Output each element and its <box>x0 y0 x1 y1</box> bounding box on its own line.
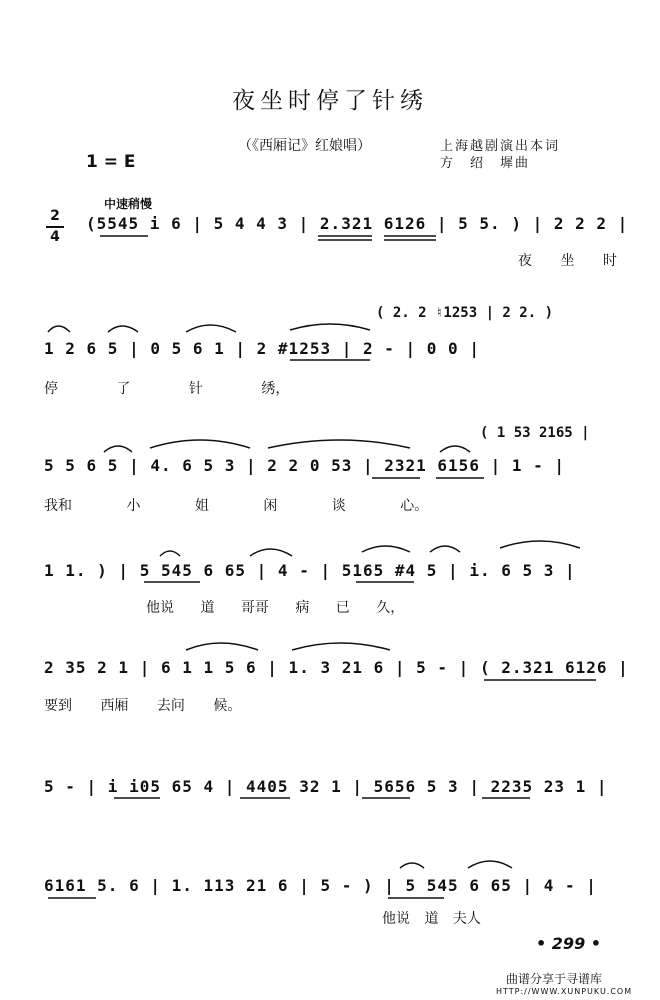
slur <box>468 861 512 868</box>
page-number: • 299 • <box>536 934 601 953</box>
notation-line-5: 2 35 2 1 | 6 1 1 5 6 | 1. 3 21 6 | 5 - | ( 2.321 6126 | <box>44 658 629 677</box>
tempo-marking: 中速稍慢 <box>104 197 153 211</box>
slur <box>400 863 424 868</box>
slur <box>160 551 180 556</box>
notation-line-3: 5 5 6 5 | 4. 6 5 3 | 2 2 0 53 | 2321 6156 | 1 - | <box>44 456 566 475</box>
song-subtitle: （《西厢记》红娘唱） <box>238 138 371 154</box>
notation-line-6: 5 - | i i05 65 4 | 4405 32 1 | 5656 5 3 | 2235 23 1 | <box>44 777 608 796</box>
slur <box>500 541 580 548</box>
slur <box>268 440 410 448</box>
watermark-url: HTTP://WWW.XUNPUKU.COM <box>496 987 633 996</box>
lyricist-credit: 上海越剧演出本词 <box>440 139 561 154</box>
slur <box>250 549 292 556</box>
notation-line-7: 6161 5. 6 | 1. 113 21 6 | 5 - ) | 5 545 6 65 | 4 - | <box>44 876 597 895</box>
lyric-line-5: 要到 西厢 去问 候。 <box>44 698 242 714</box>
notation-line-2: 1 2 6 5 | 0 5 6 1 | 2 #1253 | 2 - | 0 0 | <box>44 339 480 358</box>
slur <box>430 546 460 552</box>
lyric-line-2: 停 了 针 绣， <box>44 381 290 397</box>
slur <box>48 326 70 332</box>
slur-marks <box>48 324 580 868</box>
notation-upper-3: ( 1 53 2165 | <box>480 425 590 441</box>
slur <box>108 326 138 332</box>
notation-line-1: (5545 i 6 | 5 4 4 3 | 2.321 6126 | 5 5. ) | 2 2 2 | <box>86 214 629 233</box>
slur <box>186 325 236 332</box>
lyric-line-3: 我和 小 姐 闲 谈 心。 <box>44 498 429 514</box>
song-title: 夜坐时停了针绣 <box>232 88 428 114</box>
watermark-text: 曲谱分享于寻谱库 <box>506 972 603 986</box>
slur <box>104 446 132 452</box>
slur <box>290 324 370 330</box>
notation-upper-2: ( 2. 2 ♮1253 | 2 2. ) <box>376 305 554 321</box>
time-signature-top: 2 <box>50 208 60 224</box>
key-signature: 1 = E <box>86 152 136 172</box>
slur <box>186 643 258 650</box>
lyric-line-7: 他说 道 夫人 <box>382 911 481 927</box>
lyric-line-1: 夜 坐 时 <box>518 253 629 269</box>
composer-credit: 方 绍 墀曲 <box>440 156 531 171</box>
lyric-line-4: 他说 道 哥哥 病 已 久， <box>146 600 405 616</box>
slur <box>440 446 470 452</box>
notation-line-4: 1 1. ) | 5 545 6 65 | 4 - | 5165 #4 5 | i. 6 5 3 | <box>44 561 576 580</box>
slur <box>362 546 410 552</box>
slur <box>150 440 250 448</box>
slur <box>292 643 390 650</box>
time-signature-bottom: 4 <box>50 229 60 245</box>
beat-underlines <box>48 236 596 898</box>
